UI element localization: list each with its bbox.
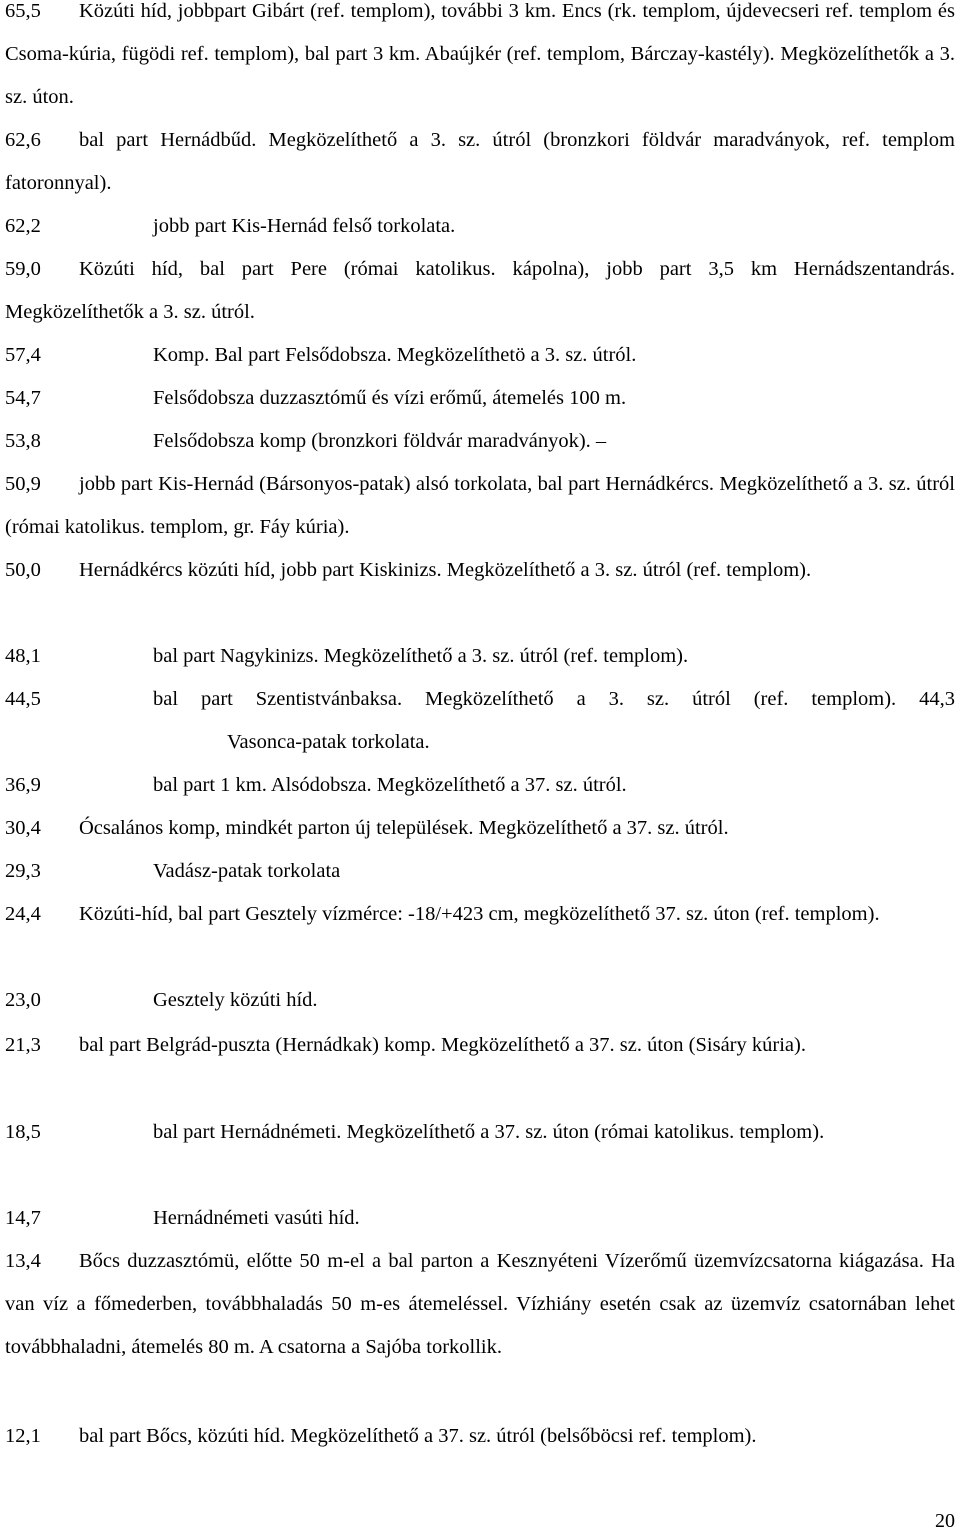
entry-62-6 (5, 119, 955, 205)
km-marker: 18,5 (5, 1121, 41, 1143)
entry-text: bal part Hernádnémeti. Megközelíthető a 37. sz. úton (római katolikus. templom). (153, 1121, 825, 1143)
entry-text: bal part Hernádbűd. Megközelíthető a 3. sz. útról (bronzkori földvár maradványok, ref. templom fatoronnyal). (5, 129, 955, 194)
entry-54-7 (5, 377, 955, 420)
km-marker: 48,1 (5, 645, 41, 667)
km-marker: 62,2 (5, 215, 41, 237)
entry-44-5 (5, 678, 955, 764)
km-marker: 57,4 (5, 344, 41, 366)
km-marker: 21,3 (5, 1034, 41, 1056)
entry-text: bal part Belgrád-puszta (Hernádkak) komp. Megközelíthető a 37. sz. úton (Sisáry kúria). (79, 1034, 806, 1056)
entry-text: bal part Bőcs, közúti híd. Megközelíthető a 37. sz. útról (belsőböcsi ref. templom). (79, 1425, 757, 1447)
km-marker: 44,5 (5, 688, 41, 710)
entry-13-4 (5, 1240, 955, 1369)
km-marker: 36,9 (5, 774, 41, 796)
entry-text: jobb part Kis-Hernád (Bársonyos-patak) alsó torkolata, bal part Hernádkércs. Megközelíthető a 3. sz. útról (római katolikus. templom, gr. Fáy kúria). (5, 473, 955, 538)
entry-text: Közúti híd, bal part Pere (római katolikus. kápolna), jobb part 3,5 km Hernádszentandrás. Megközelíthetők a 3. sz. útról. (5, 258, 955, 323)
km-marker: 50,0 (5, 559, 41, 581)
entry-text: Felsődobsza komp (bronzkori földvár maradványok). – (153, 430, 607, 452)
km-marker: 13,4 (5, 1250, 41, 1272)
entry-23-0 (5, 979, 955, 1022)
km-marker: 14,7 (5, 1207, 41, 1229)
km-marker: 50,9 (5, 473, 41, 495)
entry-24-4 (5, 893, 955, 936)
entry-12-1 (5, 1415, 955, 1458)
entry-14-7 (5, 1197, 955, 1240)
entry-text: bal part Nagykinizs. Megközelíthető a 3. sz. útról (ref. templom). (153, 645, 689, 667)
entry-text: Komp. Bal part Felsődobsza. Megközelíthetö a 3. sz. útról. (153, 344, 637, 366)
entry-text: Gesztely közúti híd. (153, 989, 318, 1011)
km-marker: 30,4 (5, 817, 41, 839)
entry-53-8 (5, 420, 955, 463)
entry-59-0 (5, 248, 955, 334)
entry-50-0 (5, 549, 955, 592)
entry-text: Közúti-híd, bal part Gesztely vízmérce: -18/+423 cm, megközelíthető 37. sz. úton (ref. templom). (79, 903, 880, 925)
entry-65-5 (5, 0, 955, 119)
entry-62-2 (5, 205, 955, 248)
km-marker: 24,4 (5, 903, 41, 925)
entry-continuation: Vasonca-patak torkolata. (227, 731, 430, 753)
km-marker: 54,7 (5, 387, 41, 409)
entry-text: Ócsalános komp, mindkét parton új települések. Megközelíthető a 37. sz. útról. (79, 817, 729, 839)
entry-text: Bőcs duzzasztómü, előtte 50 m-el a bal parton a Kesznyéteni Vízerőmű üzemvízcsatorna kiágazása. Ha van víz a főmederben, továbbhaladás 50 m-es átemeléssel. Vízhiány esetén csak az üzemvíz csatornában lehet továbbhaladni, átemelés 80 m. A csatorna a Sajóba torkollik. (5, 1250, 955, 1358)
entry-36-9 (5, 764, 955, 807)
entry-48-1 (5, 635, 955, 678)
km-marker: 65,5 (5, 0, 41, 22)
entry-21-3 (5, 1024, 955, 1067)
entry-text: jobb part Kis-Hernád felső torkolata. (153, 215, 456, 237)
entry-57-4 (5, 334, 955, 377)
entry-50-9 (5, 463, 955, 549)
entry-29-3 (5, 850, 955, 893)
km-marker: 62,6 (5, 129, 41, 151)
km-marker: 29,3 (5, 860, 41, 882)
km-marker: 53,8 (5, 430, 41, 452)
entry-18-5 (5, 1111, 955, 1154)
page-number: 20 (935, 1510, 955, 1532)
entry-text: Hernádkércs közúti híd, jobb part Kiskinizs. Megközelíthető a 3. sz. útról (ref. templom). (79, 559, 812, 581)
entry-text: Közúti híd, jobbpart Gibárt (ref. templom), további 3 km. Encs (rk. templom, újdevecseri ref. templom és Csoma-kúria, fügödi ref. templom), bal part 3 km. Abaújkér (ref. templom, Bárczay-kastély). Megközelíthetők a 3. sz. úton. (5, 0, 955, 108)
entry-text: bal part 1 km. Alsódobsza. Megközelíthető a 37. sz. útról. (153, 774, 627, 796)
km-marker: 59,0 (5, 258, 41, 280)
entry-text: Felsődobsza duzzasztómű és vízi erőmű, átemelés 100 m. (153, 387, 627, 409)
entry-text: bal part Szentistvánbaksa. Megközelíthető a 3. sz. útról (ref. templom). 44,3 (153, 688, 955, 710)
entry-30-4 (5, 807, 955, 850)
entry-text: Hernádnémeti vasúti híd. (153, 1207, 360, 1229)
entry-text: Vadász-patak torkolata (153, 860, 341, 882)
km-marker: 23,0 (5, 989, 41, 1011)
km-marker: 12,1 (5, 1425, 41, 1447)
